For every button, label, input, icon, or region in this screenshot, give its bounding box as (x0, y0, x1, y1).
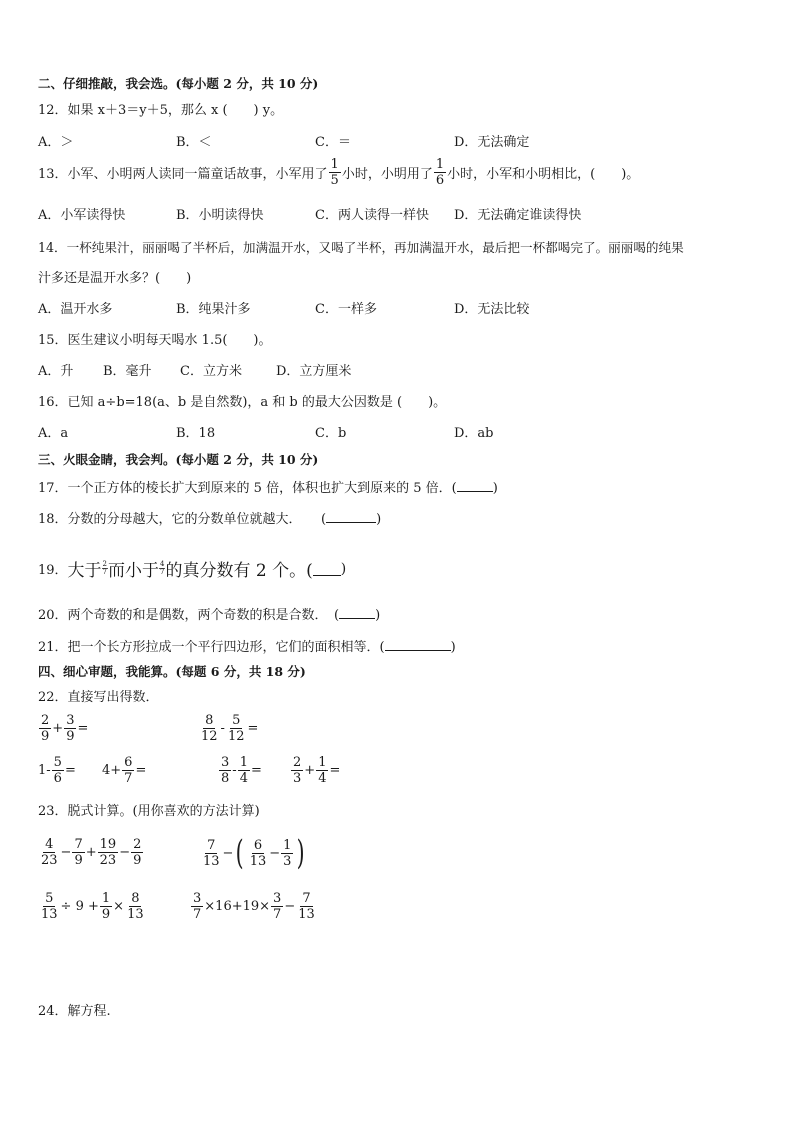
denominator: 4 (318, 771, 327, 786)
denominator: 7 (193, 907, 202, 922)
operator: - (232, 763, 237, 778)
denominator: 3 (283, 853, 292, 869)
section-2-heading: 二、仔细推敲，我会选。(每小题 2 分，共 10 分) (38, 76, 319, 91)
q19-text-2: 而小于 (108, 561, 160, 581)
calc-expression-1 (38, 714, 88, 743)
denominator: 8 (221, 771, 230, 786)
fraction (226, 714, 247, 743)
q15-option-c: C．立方米 (180, 364, 242, 379)
operator: ÷ 9 + (60, 899, 99, 914)
q19-number: 19． (38, 563, 68, 578)
q13-f1-denominator: 5 (330, 173, 339, 188)
question-23: 23．脱式计算。(用你喜欢的方法计算) (38, 804, 260, 819)
numerator: 6 (253, 837, 263, 853)
numerator: 8 (205, 713, 214, 728)
fraction (39, 838, 60, 867)
numerator: 5 (53, 755, 62, 770)
fraction (271, 892, 283, 921)
denominator: 13 (127, 907, 144, 922)
fraction (100, 892, 112, 921)
operator: + (85, 845, 97, 860)
fraction (291, 756, 303, 785)
q13-text-post: 小时，小军和小明相比，( )。 (447, 167, 640, 182)
equals-sign: = (135, 763, 147, 778)
q13-option-b: B．小明读得快 (176, 208, 264, 223)
q15-option-d: D．立方厘米 (276, 364, 352, 379)
section-4-heading: 四、细心审题，我能算。(每题 6 分，共 18 分) (38, 664, 306, 679)
question-22: 22．直接写出得数． (38, 690, 159, 705)
calc-expression-4 (102, 756, 146, 785)
q19-text-3: 的真分数有 2 个。( (165, 561, 313, 581)
operator: − (119, 845, 131, 860)
denominator: 9 (74, 853, 83, 868)
denominator: 9 (41, 729, 50, 744)
q16-option-b: B．18 (176, 426, 216, 441)
fraction (72, 838, 84, 867)
denominator: 12 (227, 729, 245, 744)
left-paren: ( (236, 833, 245, 873)
question-18 (38, 510, 381, 528)
question-14-line-2: 汁多还是温开水多？( ) (38, 271, 192, 286)
q13-fraction-1 (329, 158, 341, 187)
question-16: 16．已知 a÷b=18(a、b 是自然数)，a 和 b 的最大公因数是 ( )。 (38, 395, 447, 410)
q16-option-c: C．b (315, 426, 347, 441)
fraction (39, 892, 60, 921)
question-13 (38, 158, 639, 187)
numerator: 2 (41, 713, 50, 728)
denominator: 9 (101, 907, 111, 922)
compute-expression-3 (38, 892, 147, 921)
q21-close-paren: ) (450, 640, 456, 655)
q19-b-denominator: 7 (160, 568, 165, 576)
operator: - (220, 721, 225, 736)
fraction (199, 714, 220, 743)
equals-sign: = (250, 763, 262, 778)
numerator: 6 (124, 755, 133, 770)
q17-close-paren: ) (492, 481, 498, 496)
operator: + (304, 763, 316, 778)
denominator: 7 (273, 907, 282, 922)
q16-option-a: A．a (38, 426, 69, 441)
q13-fraction-2 (434, 158, 446, 187)
fraction (125, 892, 146, 921)
fraction (39, 714, 51, 743)
compute-expression-1 (38, 838, 144, 867)
fraction (64, 714, 76, 743)
q13-text-mid: 小时，小明用了 (341, 167, 433, 182)
numerator: 3 (66, 713, 75, 728)
q19-a-denominator: 7 (102, 568, 108, 576)
numerator: 3 (273, 891, 282, 906)
question-19 (38, 556, 346, 581)
equals-sign: = (247, 721, 259, 736)
denominator: 3 (293, 771, 302, 786)
operator: − (60, 845, 72, 860)
q18-text: 18．分数的分母越大，它的分数单位就越大． ( (38, 512, 327, 527)
numerator: 1 (283, 837, 292, 853)
q14-option-c: C．一样多 (315, 302, 377, 317)
fraction (98, 838, 119, 867)
compute-expression-4 (190, 892, 318, 921)
calc-expression-3 (38, 756, 76, 785)
fraction (316, 756, 328, 785)
section-3-heading: 三、火眼金睛，我会判。(每小题 2 分，共 10 分) (38, 452, 319, 467)
operator: − (284, 899, 296, 914)
numerator: 7 (207, 837, 216, 853)
q15-option-b: B．毫升 (103, 364, 152, 379)
operator: − (222, 845, 234, 861)
numerator: 7 (302, 891, 311, 906)
q13-option-d: D．无法确定谁读得快 (454, 208, 582, 223)
numerator: 5 (232, 713, 241, 728)
denominator: 6 (53, 771, 62, 786)
fraction (281, 839, 293, 868)
numerator: 8 (131, 891, 140, 906)
denominator: 23 (99, 853, 117, 868)
q20-text: 20．两个奇数的和是偶数，两个奇数的积是合数． ( (38, 608, 340, 623)
q12-option-d: D．无法确定 (454, 135, 530, 150)
q13-f2-numerator: 1 (435, 157, 445, 172)
numerator: 1 (101, 891, 111, 906)
equals-sign: = (77, 721, 89, 736)
question-12: 12．如果 x＋3＝y＋5，那么 x ( ) y。 (38, 103, 284, 118)
numerator: 5 (45, 891, 54, 906)
fraction (296, 892, 317, 921)
calc-expression-5 (218, 756, 262, 785)
denominator: 13 (249, 853, 267, 869)
numerator: 1 (239, 755, 248, 770)
denominator: 13 (41, 907, 58, 922)
q13-option-c: C．两人读得一样快 (315, 208, 429, 223)
denominator: 4 (239, 771, 248, 786)
fraction (122, 756, 134, 785)
q20-close-paren: ) (375, 608, 381, 623)
q13-f1-numerator: 1 (330, 157, 339, 172)
question-14-line-1: 14．一杯纯果汁，丽丽喝了半杯后，加满温开水，又喝了半杯，再加满温开水，最后把一杯都喝完了。丽丽喝的纯果 (38, 240, 684, 255)
operator: ×16+19× (204, 899, 271, 914)
q19-close-paren: ) (340, 560, 347, 577)
calc-expression-6 (290, 756, 340, 785)
denominator: 13 (203, 853, 220, 869)
fraction (219, 756, 231, 785)
operator: − (269, 845, 281, 861)
fraction (238, 756, 250, 785)
denominator: 9 (66, 729, 75, 744)
q13-option-a: A．小军读得快 (38, 208, 126, 223)
numerator: 7 (74, 837, 83, 852)
q14-option-b: B．纯果汁多 (176, 302, 251, 317)
q16-option-d: D．ab (454, 426, 494, 441)
denominator: 12 (201, 729, 218, 744)
q18-answer-blank[interactable] (326, 510, 376, 523)
question-21 (38, 638, 456, 656)
denominator: 9 (133, 853, 142, 868)
numerator: 3 (221, 755, 230, 770)
question-20 (38, 606, 380, 624)
fraction (52, 756, 64, 785)
q12-option-a: A．＞ (38, 135, 74, 150)
numerator: 2 (133, 837, 142, 852)
operand: 1- (38, 763, 51, 778)
fraction (131, 838, 143, 867)
question-15: 15．医生建议小明每天喝水 1.5( )。 (38, 333, 272, 348)
q19-text-1: 大于 (67, 561, 102, 581)
q14-option-a: A．温开水多 (38, 302, 113, 317)
q14-option-d: D．无法比较 (454, 302, 530, 317)
numerator: 3 (193, 891, 202, 906)
right-paren: ) (297, 833, 306, 873)
calc-expression-2 (198, 714, 258, 743)
numerator: 2 (293, 755, 302, 770)
denominator: 13 (298, 907, 315, 922)
q13-text-pre: 13．小军、小明两人读同一篇童话故事，小军用了 (38, 167, 328, 182)
q15-option-a: A．升 (38, 364, 74, 379)
q21-text: 21．把一个长方形拉成一个平行四边形，它们的面积相等．( (38, 640, 385, 655)
q18-close-paren: ) (376, 512, 382, 527)
fraction (191, 892, 203, 921)
compute-expression-2 (200, 833, 308, 873)
question-24: 24．解方程. (38, 1004, 111, 1019)
numerator: 1 (318, 755, 327, 770)
numerator: 4 (45, 837, 54, 852)
q12-option-b: B．＜ (176, 135, 212, 150)
fraction (248, 839, 269, 868)
denominator: 23 (41, 853, 58, 868)
q13-f2-denominator: 6 (435, 173, 445, 188)
numerator: 19 (99, 837, 117, 852)
q19-b-numerator: 4 (160, 560, 165, 568)
q19-a-numerator: 2 (102, 560, 108, 568)
q20-answer-blank[interactable] (339, 606, 375, 619)
q12-option-c: C．＝ (315, 135, 351, 150)
equals-sign: = (329, 763, 341, 778)
denominator: 7 (124, 771, 133, 786)
q17-text: 17．一个正方体的棱长扩大到原来的 5 倍，体积也扩大到原来的 5 倍．( (38, 481, 457, 496)
equals-sign: = (64, 763, 76, 778)
q19-answer-blank[interactable] (313, 561, 341, 576)
q21-answer-blank[interactable] (385, 638, 451, 651)
fraction (201, 839, 222, 868)
operator: × (113, 899, 125, 914)
operand: 4+ (102, 763, 122, 778)
question-17 (38, 479, 498, 497)
operator: + (52, 721, 64, 736)
q17-answer-blank[interactable] (457, 479, 493, 492)
